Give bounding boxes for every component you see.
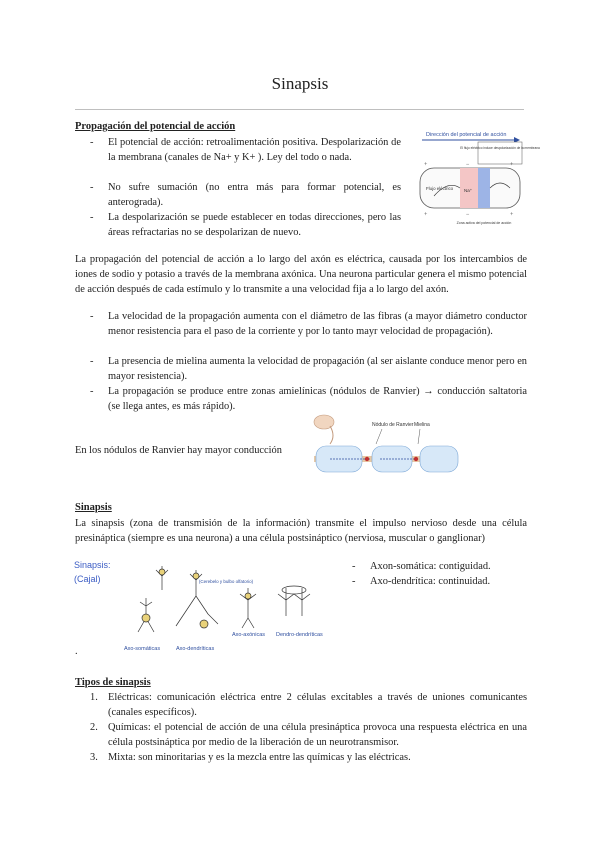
numbered-item	[90, 720, 527, 750]
bullet-text: La propagación se produce entre zonas amielínicas (nódulos de Ranvier) → conducción saltatoria (se llega antes, es más rápido).	[108, 386, 527, 413]
section-heading-sinapsis: Sinapsis	[75, 502, 112, 513]
section-heading-propagacion: Propagación del potencial de acción	[75, 121, 236, 132]
myelin-sheath	[420, 446, 458, 472]
bullet-item	[90, 180, 401, 210]
numbered-item	[90, 690, 527, 720]
section-heading-tipos: Tipos de sinapsis	[75, 677, 151, 688]
cajal-caption: (Cerebelo y bulbo olfatorio)	[198, 579, 254, 584]
item-text: Mixta: son minoritarias y es la mezcla entre las químicas y las eléctricas.	[108, 752, 411, 763]
neuron-drawing-axosomatic	[138, 566, 168, 632]
propagation-paragraph: La propagación del potencial de acción a lo largo del axón es eléctrica, causada por los intercambios de iones de sodio y potasio a través de la membrana axónica. Una neurona particular genera el mismo potencial de acción después de cada estímulo y lo transmite a una velocidad fija a lo largo del axón.	[75, 254, 527, 296]
node-marker	[414, 457, 418, 461]
membrane-sign: +	[510, 212, 514, 218]
bullet-marker: -	[90, 182, 94, 193]
bullet-item	[90, 309, 527, 339]
bullet-marker: -	[90, 212, 94, 223]
bullet-text: Axo-dendrítica: continuidad.	[370, 576, 491, 587]
bullet-marker: -	[90, 386, 94, 397]
bullet-item	[352, 574, 530, 589]
page-title: Sinapsis	[271, 74, 329, 93]
bullet-text: No sufre sumación (no entra más para formar potencial, es anterograda).	[108, 182, 401, 209]
bullet-text: La despolarización se puede establecer en todas direcciones, pero las áreas refractarias no se despolarizan de nuevo.	[108, 212, 401, 239]
item-text: Químicas: el potencial de acción de una célula presináptica provoca una respuesta eléctrica en una célula postsináptica por medio de la liberación de un neurotransmisor.	[108, 722, 527, 749]
numbered-item	[90, 750, 527, 765]
cajal-synapse-figure	[72, 556, 342, 658]
mielina-label: Mielina	[414, 422, 430, 428]
active-zone	[478, 168, 490, 208]
stray-mark: .	[75, 646, 78, 657]
sodium-label: Na⁺	[464, 188, 473, 193]
zona-activa-label: Zona activa del potencial de acción	[456, 221, 512, 225]
item-number: 2.	[90, 722, 98, 733]
item-number: 3.	[90, 752, 98, 763]
title-divider	[75, 109, 524, 110]
cajal-subtitle: (Cajal)	[74, 574, 101, 584]
bullet-marker: -	[90, 311, 94, 322]
membrane-sign: +	[424, 212, 428, 218]
action-potential-figure	[414, 126, 540, 238]
nodulo-pointer	[376, 429, 382, 444]
flujo-electrico-label: Flujo eléctrico	[426, 186, 454, 191]
nodulo-label: Nódulo de Ranvier	[372, 422, 414, 428]
membrane-sign: +	[424, 162, 428, 168]
label-axo-axonicas: Axo-axónicas	[232, 632, 266, 638]
bullet-text: La velocidad de la propagación aumenta con el diámetro de las fibras (a mayor diámetro conductor menor resistencia para el paso de la corriente y por lo tanto mayr velocidad de propagación).	[108, 311, 527, 338]
item-number: 1.	[90, 692, 98, 703]
bullet-text: Axon-somática: contiguidad.	[370, 561, 491, 572]
node-marker	[365, 457, 369, 461]
bullet-marker: -	[352, 561, 356, 572]
membrane-sign: −	[466, 212, 470, 218]
bullet-item	[90, 135, 401, 165]
item-text: Eléctricas: comunicación eléctrica entre 2 células excitables a través de uniones comunicantes (canales específicos).	[108, 692, 527, 719]
bullet-item	[352, 559, 530, 574]
ranvier-note: En los nódulos de Ranvier hay mayor conducción	[75, 445, 282, 456]
bullet-text: El potencial de acción: retroalimentación positiva. Despolarización de la membrana (canales de Na+ y K+ ). Ley del todo o nada.	[108, 137, 401, 164]
bullet-marker: -	[90, 137, 94, 148]
label-axo-somaticas: Axo-somáticas	[124, 646, 161, 652]
bullet-item	[90, 210, 401, 240]
label-dendro-dendriticas: Dendro-dendríticas	[276, 632, 323, 638]
membrane-sign: −	[466, 162, 470, 168]
neuron-drawing-axoaxonic	[240, 588, 256, 628]
neuron-drawing-dendrodendritic	[278, 586, 310, 616]
axon-hillock	[330, 426, 333, 444]
bullet-item	[90, 354, 527, 384]
cajal-title: Sinapsis:	[74, 560, 111, 570]
bullet-text: La presencia de mielina aumenta la velocidad de propagación (al ser aislante conduce menor pero en mayor resistencia).	[108, 356, 527, 383]
label-axo-dendriticas: Axo-dendríticas	[176, 646, 215, 652]
bullet-marker: -	[90, 356, 94, 367]
mielina-pointer	[418, 429, 420, 444]
figure-title: Dirección del potencial de acción	[426, 132, 507, 138]
myelinated-axon-figure	[310, 410, 460, 490]
flujo-callout-text: El flujo eléctrico induce despolarización de la membrana	[460, 146, 540, 150]
membrane-sign: +	[510, 162, 514, 168]
sinapsis-paragraph: La sinapsis (zona de transmisión de la información) transmite el impulso nervioso desde una célula presináptica (siempre es una neurona) a una célula postsináptico (nerviosa, muscular o ganglionar)	[75, 518, 527, 545]
bullet-marker: -	[352, 576, 356, 587]
